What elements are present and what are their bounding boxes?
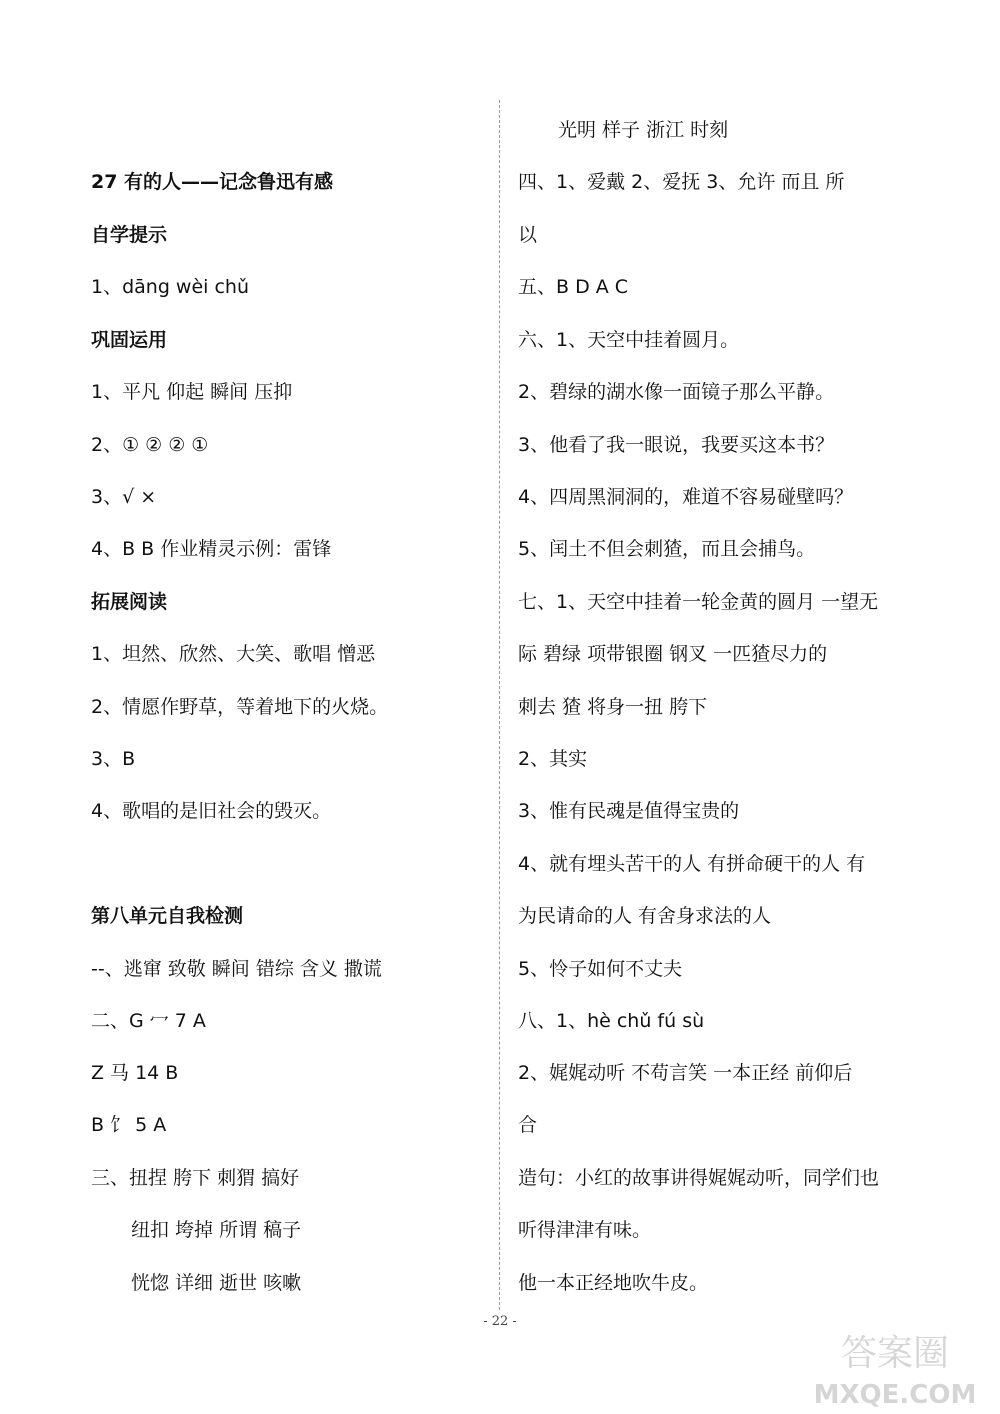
answer-line: 五、B D A C: [518, 276, 629, 298]
answer-line: 1、平凡 仰起 瞬间 压抑: [91, 381, 293, 403]
answer-line: 听得津津有味。: [518, 1219, 652, 1241]
watermark-logo: [800, 1325, 990, 1410]
answer-line: 光明 样子 浙江 时刻: [558, 119, 729, 141]
answer-line: 造句：小红的故事讲得娓娓动听，同学们也: [518, 1167, 880, 1189]
answer-line: 刺去 猹 将身一扭 胯下: [518, 696, 708, 718]
answer-line: 4、四周黑洞洞的，难道不容易碰壁吗？: [518, 486, 854, 508]
section-heading: 自学提示: [91, 224, 168, 246]
answer-line: 2、娓娓动听 不苟言笑 一本正经 前仰后: [518, 1062, 853, 1084]
answer-line: 合: [518, 1114, 538, 1136]
answer-line: Z 马 14 B: [91, 1062, 179, 1084]
answer-line: 4、就有埋头苦干的人 有拼命硬干的人 有: [518, 853, 866, 875]
column-divider: [499, 100, 500, 1310]
answer-line: 3、B: [91, 748, 136, 770]
answer-line: 2、① ② ② ①: [91, 434, 209, 456]
answer-line: 2、其实: [518, 748, 588, 770]
answer-line: B 饣 5 A: [91, 1114, 167, 1136]
section-heading: 巩固运用: [91, 329, 168, 351]
answer-line: 5、怜子如何不丈夫: [518, 958, 683, 980]
answer-line: 3、惟有民魂是值得宝贵的: [518, 800, 740, 822]
answer-line: --、逃窜 致敬 瞬间 错综 含义 撒谎: [91, 958, 382, 980]
answer-line: 恍惚 详细 逝世 咳嗽: [131, 1272, 302, 1294]
answer-line: 1、dāng wèi chǔ: [91, 276, 250, 298]
watermark-line1: 答案圈: [840, 1333, 950, 1374]
answer-line: 4、B B 作业精灵示例：雷锋: [91, 538, 332, 560]
answer-line: 3、他看了我一眼说，我要买这本书？: [518, 434, 835, 456]
section-heading: 第八单元自我检测: [91, 905, 244, 927]
answer-line: 四、1、爱戴 2、爱抚 3、允许 而且 所: [518, 171, 845, 193]
answer-line: 1、坦然、欣然、大笑、歌唱 憎恶: [91, 643, 376, 665]
section-heading: 27 有的人——记念鲁迅有感: [91, 171, 334, 193]
page-number: - 22 -: [483, 1314, 517, 1329]
answer-line: 三、扭捏 胯下 刺猬 搞好: [91, 1167, 300, 1189]
answer-line: 纽扣 垮掉 所谓 稿子: [131, 1219, 302, 1241]
answer-line: 际 碧绿 项带银圈 钢叉 一匹猹尽力的: [518, 643, 828, 665]
answer-line: 他一本正经地吹牛皮。: [518, 1272, 709, 1294]
answer-line: 5、闰土不但会刺猹，而且会捕鸟。: [518, 538, 816, 560]
answer-line: 4、歌唱的是旧社会的毁灭。: [91, 800, 332, 822]
answer-line: 二、G 冖 7 A: [91, 1010, 206, 1032]
section-heading: 拓展阅读: [91, 591, 168, 613]
watermark-line2: MXQE.COM: [813, 1380, 977, 1410]
answer-line: 2、碧绿的湖水像一面镜子那么平静。: [518, 381, 835, 403]
answer-line: 为民请命的人 有舍身求法的人: [518, 905, 772, 927]
answer-line: 2、情愿作野草，等着地下的火烧。: [91, 696, 389, 718]
answer-line: 3、√ ×: [91, 486, 157, 508]
answer-line: 六、1、天空中挂着圆月。: [518, 329, 740, 351]
answer-line: 以: [518, 224, 538, 246]
answer-line: 八、1、hè chǔ fú sù: [518, 1010, 705, 1032]
answer-line: 七、1、天空中挂着一轮金黄的圆月 一望无: [518, 591, 879, 613]
